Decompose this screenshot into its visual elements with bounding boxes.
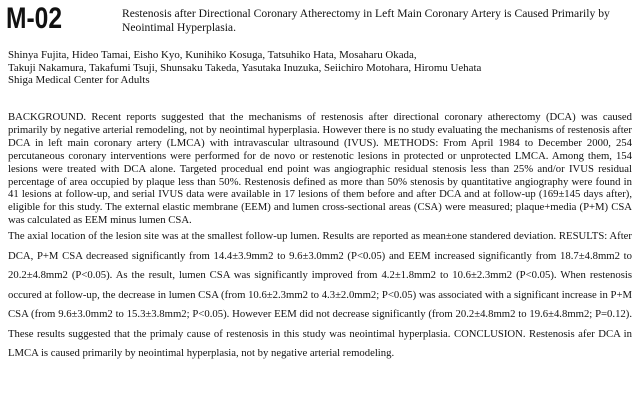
abstract-body-part-2: The axial location of the lesion site was at the smallest follow-up lumen. Results are reported as mean±one standered deviation. RESULTS: After DCA, P+M CSA decreased significantly from 14.4±3.9mm2 to 9.6±3.0mm2 (P<0.05) and EEM increased significantly from 18.7±4.8mm2 to 20.2±4.8mm2 (P<0.05). As the result, lumen CSA was significantly improved from 4.2±1.8mm2 to 10.6±2.3mm2 (P<0.05). When restenosis occured at follow-up, the decrease in lumen CSA (from 10.6±2.3mm2 to 4.3±2.0mm2; P<0.05) was associated with a significant increase in P+M CSA (from 9.6±3.0mm2 to 15.3±3.8mm2; P<0.05). However EEM did not decrease significantly (from 20.2±4.8mm2 to 19.6±4.8mm2; P=0.12). These results suggested that the primaly cause of restenosis in this study was neointimal hyperplasia. CONCLUSION. Restenosis afer DCA in LMCA is caused primarily by neointimal hyperplasia, not by negative arterial remodeling.: [8, 230, 632, 360]
authors-line-2: Takuji Nakamura, Takafumi Tsuji, Shunsaku Takeda, Yasutaka Inuzuka, Seiichiro Motohara, Hiromu Uehata: [8, 61, 482, 74]
abstract-body-part-1: BACKGROUND. Recent reports suggested that the mechanisms of restenosis after directional coronary atherectomy (DCA) was caused primarily by negative arterial remodeling, not by neointimal hyperplasia. However there is no study evaluating the mechanisms of restenosis after DCA in left main coronary artery (LMCA) with intravascular ultrasound (IVUS). METHODS: From April 1984 to December 2000, 254 percutaneous coronary interventions were performed for de novo or restenotic lesions in protected or unprotected LMCA. Among them, 154 lesions were treated with DCA alone. Targeted procedual end point was angiographic residual stenosis less than 25% and/or IVUS residual percentage of area occupied by plaque less than 50%. Restenosis defined as more than 50% stenosis by quantitative angiography were found in 41 lesions at follow-up, and serial IVUS data were available in 17 lesions of them before and after DCA and at follow-up (169±145 days after), eligible for this study. The external elastic membrane (EEM) and lumen cross-sectional areas (CSA) were measured; plaque+media (P+M) CSA was calculated as EEM minus lumen CSA.: [8, 111, 632, 227]
abstract-id: M-02: [6, 2, 63, 35]
affiliation: Shiga Medical Center for Adults: [8, 74, 150, 87]
abstract-body: [8, 111, 632, 364]
authors-line-1: Shinya Fujita, Hideo Tamai, Eisho Kyo, Kunihiko Kosuga, Tatsuhiko Hata, Mosaharu Okada,: [8, 49, 417, 61]
author-block: [8, 49, 632, 87]
abstract-title: Restenosis after Directional Coronary Atherectomy in Left Main Coronary Artery is Caused Primarily by Neointimal Hyperplasia.: [122, 7, 610, 34]
